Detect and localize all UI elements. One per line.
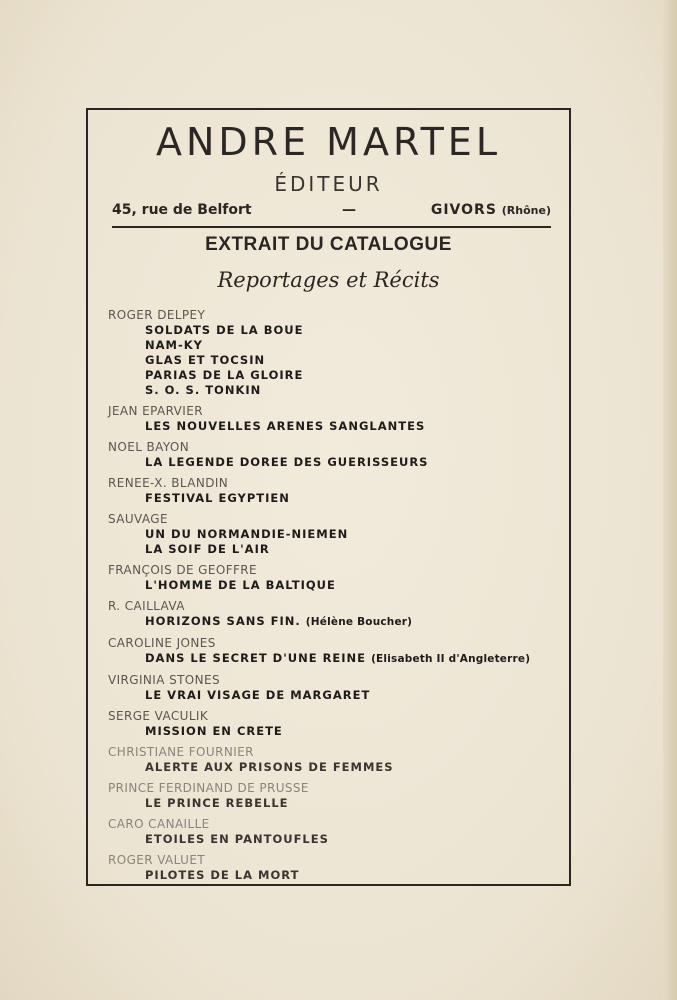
catalogue-entry bbox=[108, 476, 559, 506]
book-title-text: S. O. S. TONKIN bbox=[145, 383, 262, 397]
book-title-text: MISSION EN CRETE bbox=[145, 724, 283, 738]
author-name: VIRGINIA STONES bbox=[108, 673, 221, 687]
book-title bbox=[108, 455, 559, 470]
address-separator: — bbox=[342, 202, 356, 218]
book-title bbox=[108, 383, 559, 398]
book-title bbox=[108, 614, 559, 630]
book-title bbox=[108, 724, 559, 739]
author-name: CAROLINE JONES bbox=[108, 636, 216, 650]
city bbox=[431, 202, 551, 218]
section-title: Reportages et Récits bbox=[217, 268, 440, 292]
book-title-text: PILOTES DE LA MORT bbox=[145, 868, 300, 882]
catalogue-entry bbox=[108, 781, 559, 811]
book-title-text: SOLDATS DE LA BOUE bbox=[145, 323, 304, 337]
book-title-text: LES NOUVELLES ARENES SANGLANTES bbox=[145, 419, 426, 433]
book-title-text: PARIAS DE LA GLOIRE bbox=[145, 368, 304, 382]
city-name: GIVORS bbox=[430, 202, 497, 218]
catalogue-entry bbox=[108, 745, 559, 775]
book-title-text: FESTIVAL EGYPTIEN bbox=[145, 491, 290, 505]
page-edge bbox=[663, 0, 677, 1000]
address-line bbox=[112, 202, 551, 228]
book-title-text: LA LEGENDE DOREE DES GUERISSEURS bbox=[145, 455, 429, 469]
book-note: (Elisabeth II d'Angleterre) bbox=[371, 653, 531, 665]
book-title-text: GLAS ET TOCSIN bbox=[145, 353, 266, 367]
author-name: FRANÇOIS DE GEOFFRE bbox=[108, 563, 258, 577]
catalogue-entry bbox=[108, 308, 559, 398]
catalogue-entry bbox=[108, 817, 559, 847]
author-name: NOEL BAYON bbox=[108, 440, 190, 454]
book-title bbox=[108, 542, 559, 557]
book-title bbox=[108, 323, 559, 338]
publisher-role: ÉDITEUR bbox=[274, 172, 383, 196]
catalogue-entry bbox=[108, 599, 559, 630]
book-title-text: L'HOMME DE LA BALTIQUE bbox=[145, 578, 336, 592]
book-title bbox=[108, 832, 559, 847]
book-title bbox=[108, 491, 559, 506]
book-title bbox=[108, 527, 559, 542]
book-title-text: UN DU NORMANDIE-NIEMEN bbox=[145, 527, 349, 541]
author-name: ROGER VALUET bbox=[108, 853, 206, 867]
street-address: 45, rue de Belfort bbox=[112, 202, 252, 218]
book-title-text: NAM-KY bbox=[145, 338, 203, 352]
book-title-text: DANS LE SECRET D'UNE REINE bbox=[145, 651, 367, 665]
book-title-text: LA SOIF DE L'AIR bbox=[145, 542, 270, 556]
catalogue-entry bbox=[108, 673, 559, 703]
book-title bbox=[108, 419, 559, 434]
book-title bbox=[108, 368, 559, 383]
catalogue-entry bbox=[108, 512, 559, 557]
author-name: PRINCE FERDINAND DE PRUSSE bbox=[108, 781, 309, 795]
author-name: SERGE VACULIK bbox=[108, 709, 209, 723]
author-name: CARO CANAILLE bbox=[108, 817, 210, 831]
publisher-name: ANDRE MARTEL bbox=[156, 120, 501, 164]
author-name: RENEE-X. BLANDIN bbox=[108, 476, 229, 490]
catalogue-entry bbox=[108, 853, 559, 883]
book-title bbox=[108, 688, 559, 703]
book-title bbox=[108, 868, 559, 883]
book-title bbox=[108, 353, 559, 368]
catalogue-frame bbox=[86, 108, 571, 886]
book-title bbox=[108, 760, 559, 775]
author-name: JEAN EPARVIER bbox=[108, 404, 203, 418]
book-title-text: HORIZONS SANS FIN. bbox=[145, 614, 301, 628]
author-name: ROGER DELPEY bbox=[108, 308, 206, 322]
author-name: CHRISTIANE FOURNIER bbox=[108, 745, 254, 759]
book-title bbox=[108, 578, 559, 593]
book-title-text: LE VRAI VISAGE DE MARGARET bbox=[145, 688, 371, 702]
author-name: SAUVAGE bbox=[108, 512, 168, 526]
book-note: (Hélène Boucher) bbox=[305, 616, 413, 628]
catalogue-entry bbox=[108, 440, 559, 470]
catalogue-entry bbox=[108, 563, 559, 593]
catalogue-entry bbox=[108, 636, 559, 667]
catalogue-entry bbox=[108, 709, 559, 739]
catalogue-list bbox=[108, 308, 559, 889]
catalogue-title: EXTRAIT DU CATALOGUE bbox=[205, 234, 452, 255]
book-title-text: ETOILES EN PANTOUFLES bbox=[145, 832, 329, 846]
book-title-text: ALERTE AUX PRISONS DE FEMMES bbox=[145, 760, 394, 774]
region: (Rhône) bbox=[501, 204, 551, 217]
author-name: R. CAILLAVA bbox=[108, 599, 185, 613]
book-title bbox=[108, 651, 559, 667]
catalogue-entry bbox=[108, 404, 559, 434]
book-title bbox=[108, 338, 559, 353]
book-title bbox=[108, 796, 559, 811]
book-title-text: LE PRINCE REBELLE bbox=[145, 796, 289, 810]
